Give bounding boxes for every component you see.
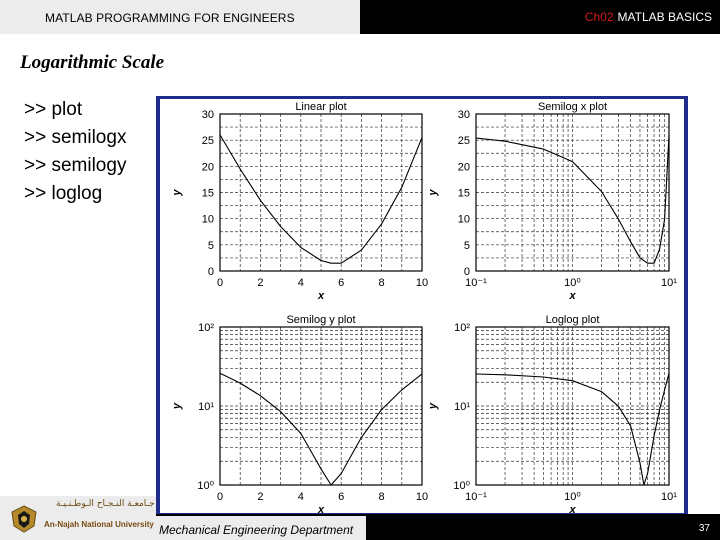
x-tick-label: 2 bbox=[257, 277, 264, 289]
subplot-4 bbox=[427, 314, 677, 513]
y-tick-label: 10² bbox=[454, 322, 470, 334]
logo-arabic-text: جـامعـة النـجـاح الـوطـنـيـة bbox=[56, 499, 155, 509]
y-tick-label: 10 bbox=[201, 213, 214, 226]
slide-title: Logarithmic Scale bbox=[20, 52, 165, 73]
x-tick-label: 10⁻¹ bbox=[465, 491, 487, 503]
x-tick-label: 8 bbox=[378, 277, 385, 289]
x-tick-label: 10⁰ bbox=[564, 491, 581, 503]
command-item: >> semilogy bbox=[24, 155, 127, 176]
y-tick-label: 20 bbox=[457, 161, 470, 174]
subplot-1 bbox=[171, 101, 428, 302]
plot-figure bbox=[160, 99, 684, 513]
y-tick-label: 30 bbox=[201, 109, 214, 121]
y-tick-label: 30 bbox=[457, 109, 470, 121]
x-tick-label: 10 bbox=[415, 491, 429, 503]
y-axis-label: y bbox=[171, 402, 183, 410]
x-tick-label: 10⁰ bbox=[564, 277, 581, 289]
x-tick-label: 10¹ bbox=[661, 277, 677, 289]
plot-title: Semilog y plot bbox=[286, 314, 356, 326]
x-axis-label: x bbox=[569, 290, 576, 302]
y-tick-label: 5 bbox=[207, 239, 214, 252]
y-tick-label: 10² bbox=[198, 322, 214, 334]
command-item: >> plot bbox=[24, 99, 83, 120]
x-tick-label: 4 bbox=[297, 277, 304, 289]
x-axis-label: x bbox=[317, 504, 325, 513]
plot-title: Semilog x plot bbox=[537, 101, 608, 113]
x-tick-label: 10⁻¹ bbox=[465, 277, 487, 289]
y-axis-label: y bbox=[171, 189, 183, 196]
page-number: 37 bbox=[698, 523, 710, 534]
y-tick-label: 0 bbox=[463, 266, 470, 278]
command-item: >> semilogx bbox=[24, 127, 127, 148]
x-tick-label: 6 bbox=[338, 491, 345, 503]
chapter-number: Ch02 bbox=[584, 10, 614, 24]
y-tick-label: 10¹ bbox=[198, 401, 214, 413]
y-tick-label: 10¹ bbox=[454, 401, 470, 413]
x-axis-label: x bbox=[317, 290, 325, 302]
y-tick-label: 15 bbox=[201, 187, 214, 200]
subplot-2 bbox=[427, 101, 677, 302]
x-tick-label: 0 bbox=[216, 277, 224, 289]
y-tick-label: 25 bbox=[201, 135, 214, 148]
y-tick-label: 25 bbox=[457, 135, 470, 148]
x-tick-label: 0 bbox=[216, 491, 224, 503]
chapter-title: MATLAB BASICS bbox=[617, 10, 712, 24]
subplot-3 bbox=[171, 314, 428, 513]
logo-english-text: An-Najah National University bbox=[44, 520, 154, 529]
figure-frame bbox=[156, 96, 688, 516]
y-tick-label: 10⁰ bbox=[197, 480, 214, 492]
chapter-label bbox=[585, 10, 712, 24]
course-title: MATLAB PROGRAMMING FOR ENGINEERS bbox=[45, 11, 295, 25]
y-tick-label: 10⁰ bbox=[453, 480, 470, 492]
y-tick-label: 0 bbox=[207, 266, 214, 278]
department-label: Mechanical Engineering Department bbox=[159, 523, 354, 537]
y-axis-label: y bbox=[427, 402, 439, 410]
x-tick-label: 6 bbox=[338, 277, 345, 289]
x-tick-label: 2 bbox=[257, 491, 264, 503]
y-tick-label: 20 bbox=[201, 161, 214, 174]
x-axis-label: x bbox=[569, 504, 576, 513]
y-tick-label: 15 bbox=[457, 187, 470, 200]
plot-title: Linear plot bbox=[295, 101, 347, 113]
y-tick-label: 5 bbox=[463, 239, 470, 252]
y-axis-label: y bbox=[427, 189, 439, 196]
x-tick-label: 10 bbox=[415, 277, 429, 289]
y-tick-label: 10 bbox=[457, 213, 470, 226]
university-emblem-icon bbox=[10, 504, 38, 534]
command-list bbox=[24, 96, 126, 208]
x-tick-label: 8 bbox=[378, 491, 385, 503]
x-tick-label: 4 bbox=[297, 491, 304, 503]
plot-title: Loglog plot bbox=[545, 314, 600, 326]
x-tick-label: 10¹ bbox=[661, 491, 677, 503]
command-item: >> loglog bbox=[24, 183, 103, 204]
